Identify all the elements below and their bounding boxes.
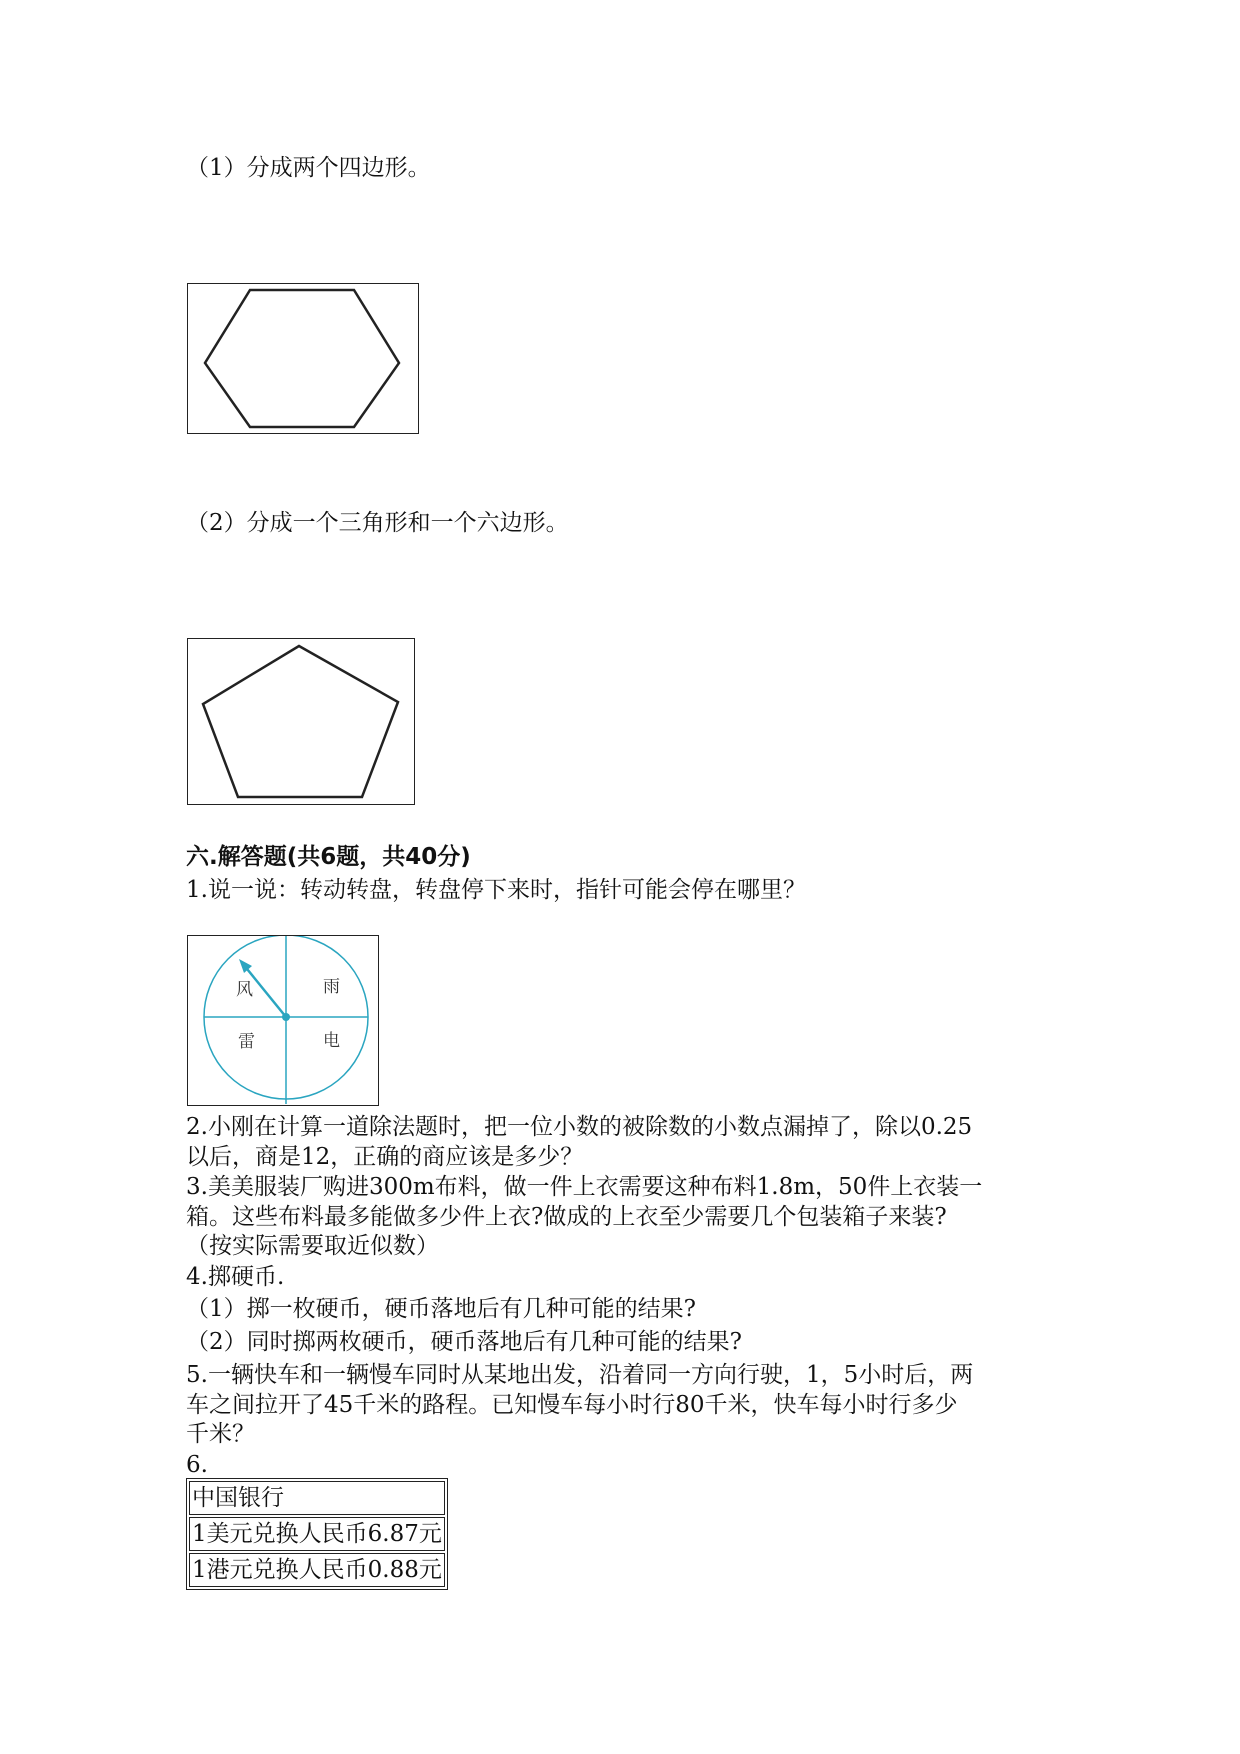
sub-question-1: （1）分成两个四边形。	[186, 155, 431, 181]
question-6: 6.	[186, 1452, 208, 1478]
pentagon-figure	[187, 638, 415, 805]
section-heading: 六.解答题(共6题，共40分)	[186, 844, 471, 870]
spinner-dial	[188, 936, 377, 1104]
hexagon-shape	[188, 284, 417, 432]
usd-rate-cell: 1美元兑换人民币6.87元	[189, 1517, 445, 1551]
table-row	[189, 1517, 445, 1551]
question-4: 4.掷硬币.	[186, 1264, 285, 1290]
question-2-line-1: 2.小刚在计算一道除法题时，把一位小数的被除数的小数点漏掉了，除以0.25	[186, 1114, 973, 1140]
question-3-line-1: 3.美美服装厂购进300m布料，做一件上衣需要这种布料1.8m，50件上衣装一	[186, 1174, 983, 1200]
bank-name-cell: 中国银行	[189, 1481, 445, 1515]
question-3-line-3: （按实际需要取近似数）	[186, 1233, 439, 1259]
question-2-line-2: 以后，商是12，正确的商应该是多少？	[186, 1144, 584, 1170]
hkd-rate-cell: 1港元兑换人民币0.88元	[189, 1553, 445, 1587]
table-row	[189, 1481, 445, 1515]
sector-label-wind: 风	[236, 980, 253, 1000]
table-row	[189, 1553, 445, 1587]
question-4-sub-1: （1）掷一枚硬币，硬币落地后有几种可能的结果?	[186, 1296, 696, 1322]
question-5-line-1: 5.一辆快车和一辆慢车同时从某地出发，沿着同一方向行驶，1，5小时后，两	[186, 1362, 974, 1388]
question-3-line-2: 箱。这些布料最多能做多少件上衣?做成的上衣至少需要几个包装箱子来装?	[186, 1204, 947, 1230]
exchange-rate-table	[186, 1478, 448, 1590]
question-1: 1.说一说：转动转盘，转盘停下来时，指针可能会停在哪里？	[186, 877, 806, 903]
sector-label-thunder: 雷	[238, 1032, 255, 1052]
sub-question-2: （2）分成一个三角形和一个六边形。	[186, 510, 569, 536]
sector-label-rain: 雨	[323, 977, 340, 997]
spinner-center	[282, 1013, 290, 1021]
pentagon-shape	[188, 639, 413, 803]
question-5-line-2: 车之间拉开了45千米的路程。已知慢车每小时行80千米，快车每小时行多少	[186, 1392, 958, 1418]
question-4-sub-2: （2）同时掷两枚硬币，硬币落地后有几种可能的结果?	[186, 1329, 742, 1355]
question-5-line-3: 千米？	[186, 1421, 255, 1447]
spinner-figure	[187, 935, 379, 1106]
hexagon-figure	[187, 283, 419, 434]
sector-label-lightning: 电	[323, 1031, 340, 1051]
